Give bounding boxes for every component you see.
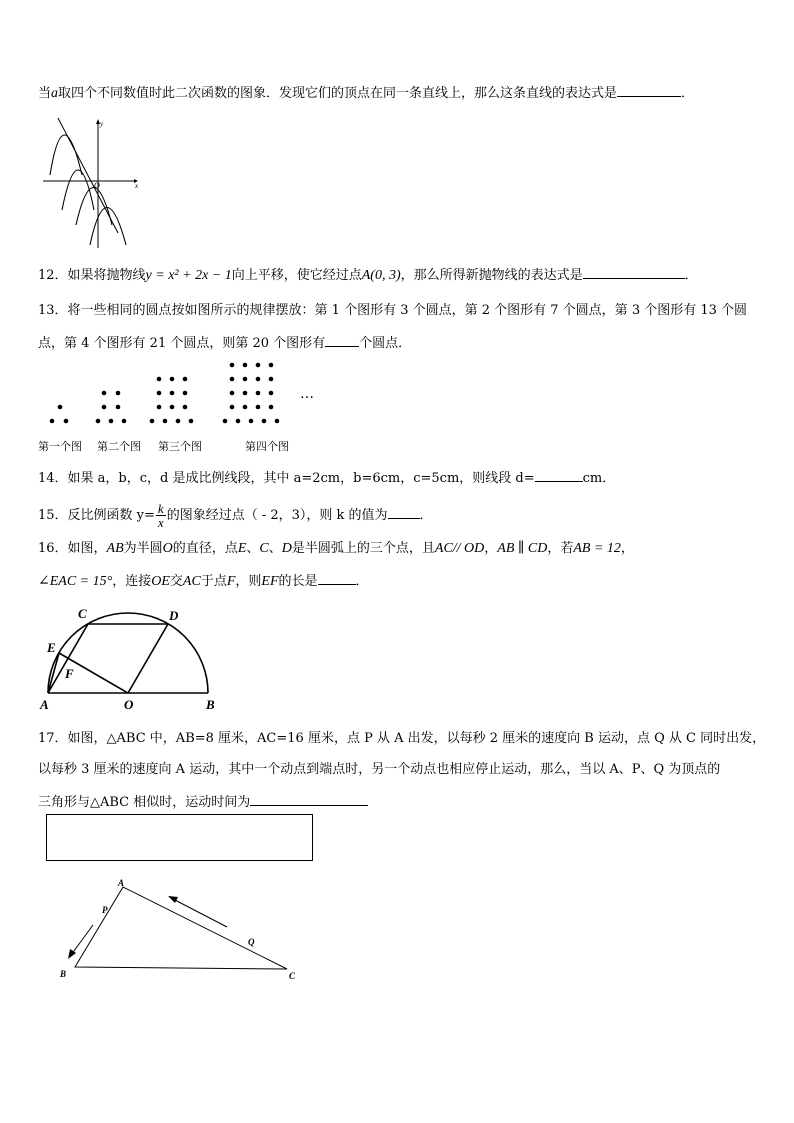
origin-label: O [94, 181, 100, 190]
segment-OD [128, 624, 168, 693]
q16-line2: ∠EAC = 15°，连接OE交AC于点F，则EF的长是 ． [38, 574, 369, 589]
q15-fraction: $\frac{k}{x}$ [157, 501, 164, 530]
q13-line1: 13．将一些相同的圆点按如图所示的规律摆放：第 1 个图形有 3 个圆点，第 2 个图形有 7 个圆点，第 3 个图形有 13 个圆 [38, 303, 748, 318]
q11-answer-blank[interactable] [617, 84, 681, 97]
q11-text: 当a取四个不同数值时此二次函数的图象．发现它们的顶点在同一条直线上，那么这条直线的表达式是 ． [38, 86, 695, 101]
segment-AE [48, 653, 59, 693]
q12-text: 12．如果将抛物线y = x² + 2x − 1向上平移，使它经过点A(0, 3)，那么所得新抛物线的表达式是 ． [38, 268, 698, 283]
q17-line2: 以每秒 3 厘米的速度向 A 运动，其中一个动点到端点时，另一个动点也相应停止运动，那么，当以 A、P、Q 为顶点的 [38, 762, 721, 777]
q16-semicircle-figure [38, 600, 228, 715]
label-E: E [47, 640, 56, 655]
label-B: B [206, 697, 215, 712]
label-B: B [60, 969, 67, 979]
triangle-ABC [75, 887, 287, 969]
q14-text: 14．如果 a，b，c，d 是成比例线段，其中 a=2cm，b=6cm，c=5cm，则线段 d= cm． [38, 471, 616, 486]
label-A: A [118, 878, 125, 888]
q17-answer-blank[interactable] [250, 793, 368, 806]
q13-answer-blank[interactable] [325, 334, 359, 347]
dot-figure-4 [223, 363, 280, 424]
caption-figure-4: 第四个图 [245, 440, 289, 453]
y-axis-label: y [100, 120, 104, 128]
arrow-Q-shaft [173, 899, 227, 927]
q12-answer-blank[interactable] [583, 266, 685, 279]
label-O: O [124, 697, 134, 712]
dot-figure-2 [96, 391, 127, 424]
arrow-Q-head [168, 896, 178, 903]
label-C: C [289, 971, 296, 981]
label-Q: Q [248, 937, 255, 947]
q13-line2: 点，第 4 个图形有 21 个圆点，则第 20 个图形有 个圆点． [38, 336, 412, 351]
caption-figure-3: 第三个图 [158, 440, 202, 453]
q17-triangle-figure [55, 875, 305, 985]
q14-answer-blank[interactable] [535, 469, 583, 482]
q15-answer-blank[interactable] [388, 506, 420, 519]
label-C: C [78, 606, 87, 621]
caption-figure-1: 第一个图 [38, 440, 82, 453]
arrow-P-shaft [71, 925, 93, 955]
dot-figure-1 [50, 405, 69, 424]
q16-line1: 16．如图，AB为半圆O的直径，点E、C、D是半圆弧上的三个点，且AC// OD，AB ∥ CD，若AB = 12， [38, 541, 634, 556]
label-F: F [65, 666, 74, 681]
label-D: D [169, 608, 179, 623]
label-P: P [102, 905, 108, 915]
q17-answer-box[interactable] [46, 814, 313, 861]
dot-figure-3 [150, 377, 194, 424]
q11-parabolas-figure [38, 115, 148, 250]
q17-line1: 17．如图，△ABC 中，AB=8 厘米，AC=16 厘米，点 P 从 A 出发，以每秒 2 厘米的速度向 B 运动，点 Q 从 C 同时出发， [38, 731, 766, 746]
caption-figure-2: 第二个图 [97, 440, 141, 453]
label-A: A [40, 697, 49, 712]
vertex-line [58, 118, 118, 233]
q16-answer-blank[interactable] [318, 572, 356, 585]
q15-text: 15．反比例函数 y= $\frac{k}{x}$ 的图象经过点（ - 2，3），则 k 的值为 ． [38, 501, 433, 530]
q13-dot-patterns [38, 358, 338, 430]
q13-ellipsis: … [300, 386, 314, 402]
parabola-3 [76, 188, 112, 226]
q17-line3: 三角形与△ABC 相似时，运动时间为 [38, 793, 368, 811]
x-axis-label: x [135, 182, 139, 190]
